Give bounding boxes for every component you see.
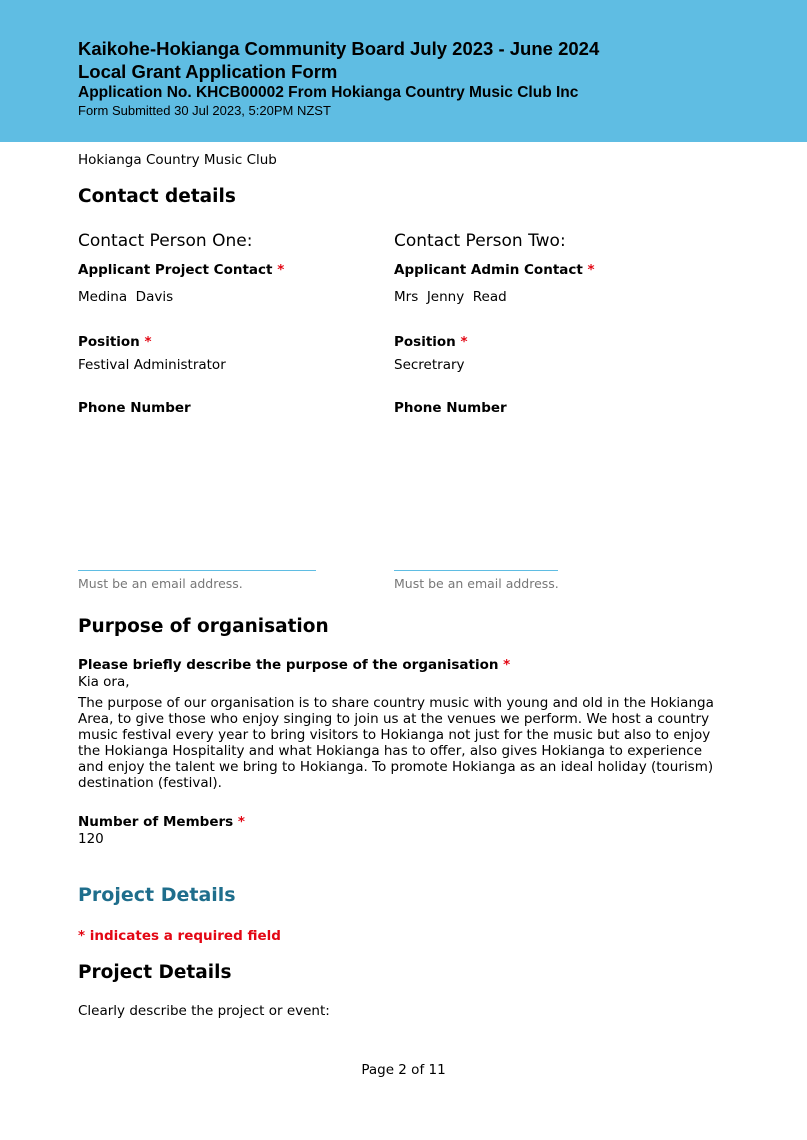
contact-person-two-heading: Contact Person Two: (394, 231, 566, 251)
number-of-members-label: Number of Members * (78, 814, 245, 830)
applicant-admin-contact-value: Mrs Jenny Read (394, 289, 507, 305)
required-marker: * (277, 262, 285, 278)
project-details-section-heading: Project Details (78, 962, 232, 983)
email-two-hint: Must be an email address. (394, 576, 559, 591)
required-marker: * (503, 657, 511, 673)
contact-details-heading: Contact details (78, 186, 236, 207)
submitted-timestamp: Form Submitted 30 Jul 2023, 5:20PM NZST (78, 103, 331, 118)
phone-number-two-label: Phone Number (394, 400, 507, 416)
email-one-hint: Must be an email address. (78, 576, 243, 591)
board-title: Kaikohe-Hokianga Community Board July 2023 - June 2024 (78, 38, 600, 59)
application-number: Application No. KHCB00002 From Hokianga Country Music Club Inc (78, 84, 579, 101)
position-one-label: Position * (78, 334, 152, 350)
contact-person-one-heading: Contact Person One: (78, 231, 253, 251)
organisation-name: Hokianga Country Music Club (78, 152, 277, 168)
form-title: Local Grant Application Form (78, 61, 338, 82)
number-of-members-value: 120 (78, 831, 104, 847)
purpose-answer: The purpose of our organisation is to share country music with young and old in the Hokianga Area, to give those who enjoy singing to join us at the venues we perform. We host a country music festival every year to bring visitors to Hokianga not just for the music but also to enjoy the Hokianga Hospitality and what Hokianga has to offer, also gives Hokianga to experience and enjoy the talent we bring to Hokianga. To promote Hokianga as an ideal holiday (tourism) destination (festival). (78, 695, 714, 791)
describe-project-prompt: Clearly describe the project or event: (78, 1003, 330, 1019)
required-marker: * (587, 262, 595, 278)
form-header (0, 0, 807, 142)
applicant-project-contact-label: Applicant Project Contact * (78, 262, 285, 278)
purpose-question-label: Please briefly describe the purpose of the organisation * (78, 657, 511, 673)
required-field-note: * indicates a required field (78, 928, 281, 944)
email-two-field-line (394, 570, 558, 571)
required-marker: * (144, 334, 152, 350)
purpose-greeting: Kia ora, (78, 674, 130, 690)
required-marker: * (460, 334, 468, 350)
position-two-value: Secretrary (394, 357, 465, 373)
project-details-page-heading: Project Details (78, 884, 236, 906)
applicant-project-contact-value: Medina Davis (78, 289, 174, 305)
email-one-field-line (78, 570, 316, 571)
position-one-value: Festival Administrator (78, 357, 226, 373)
page-number: Page 2 of 11 (361, 1062, 446, 1078)
required-marker: * (237, 814, 245, 830)
applicant-admin-contact-label: Applicant Admin Contact * (394, 262, 595, 278)
phone-number-one-label: Phone Number (78, 400, 191, 416)
position-two-label: Position * (394, 334, 468, 350)
purpose-heading: Purpose of organisation (78, 616, 329, 637)
